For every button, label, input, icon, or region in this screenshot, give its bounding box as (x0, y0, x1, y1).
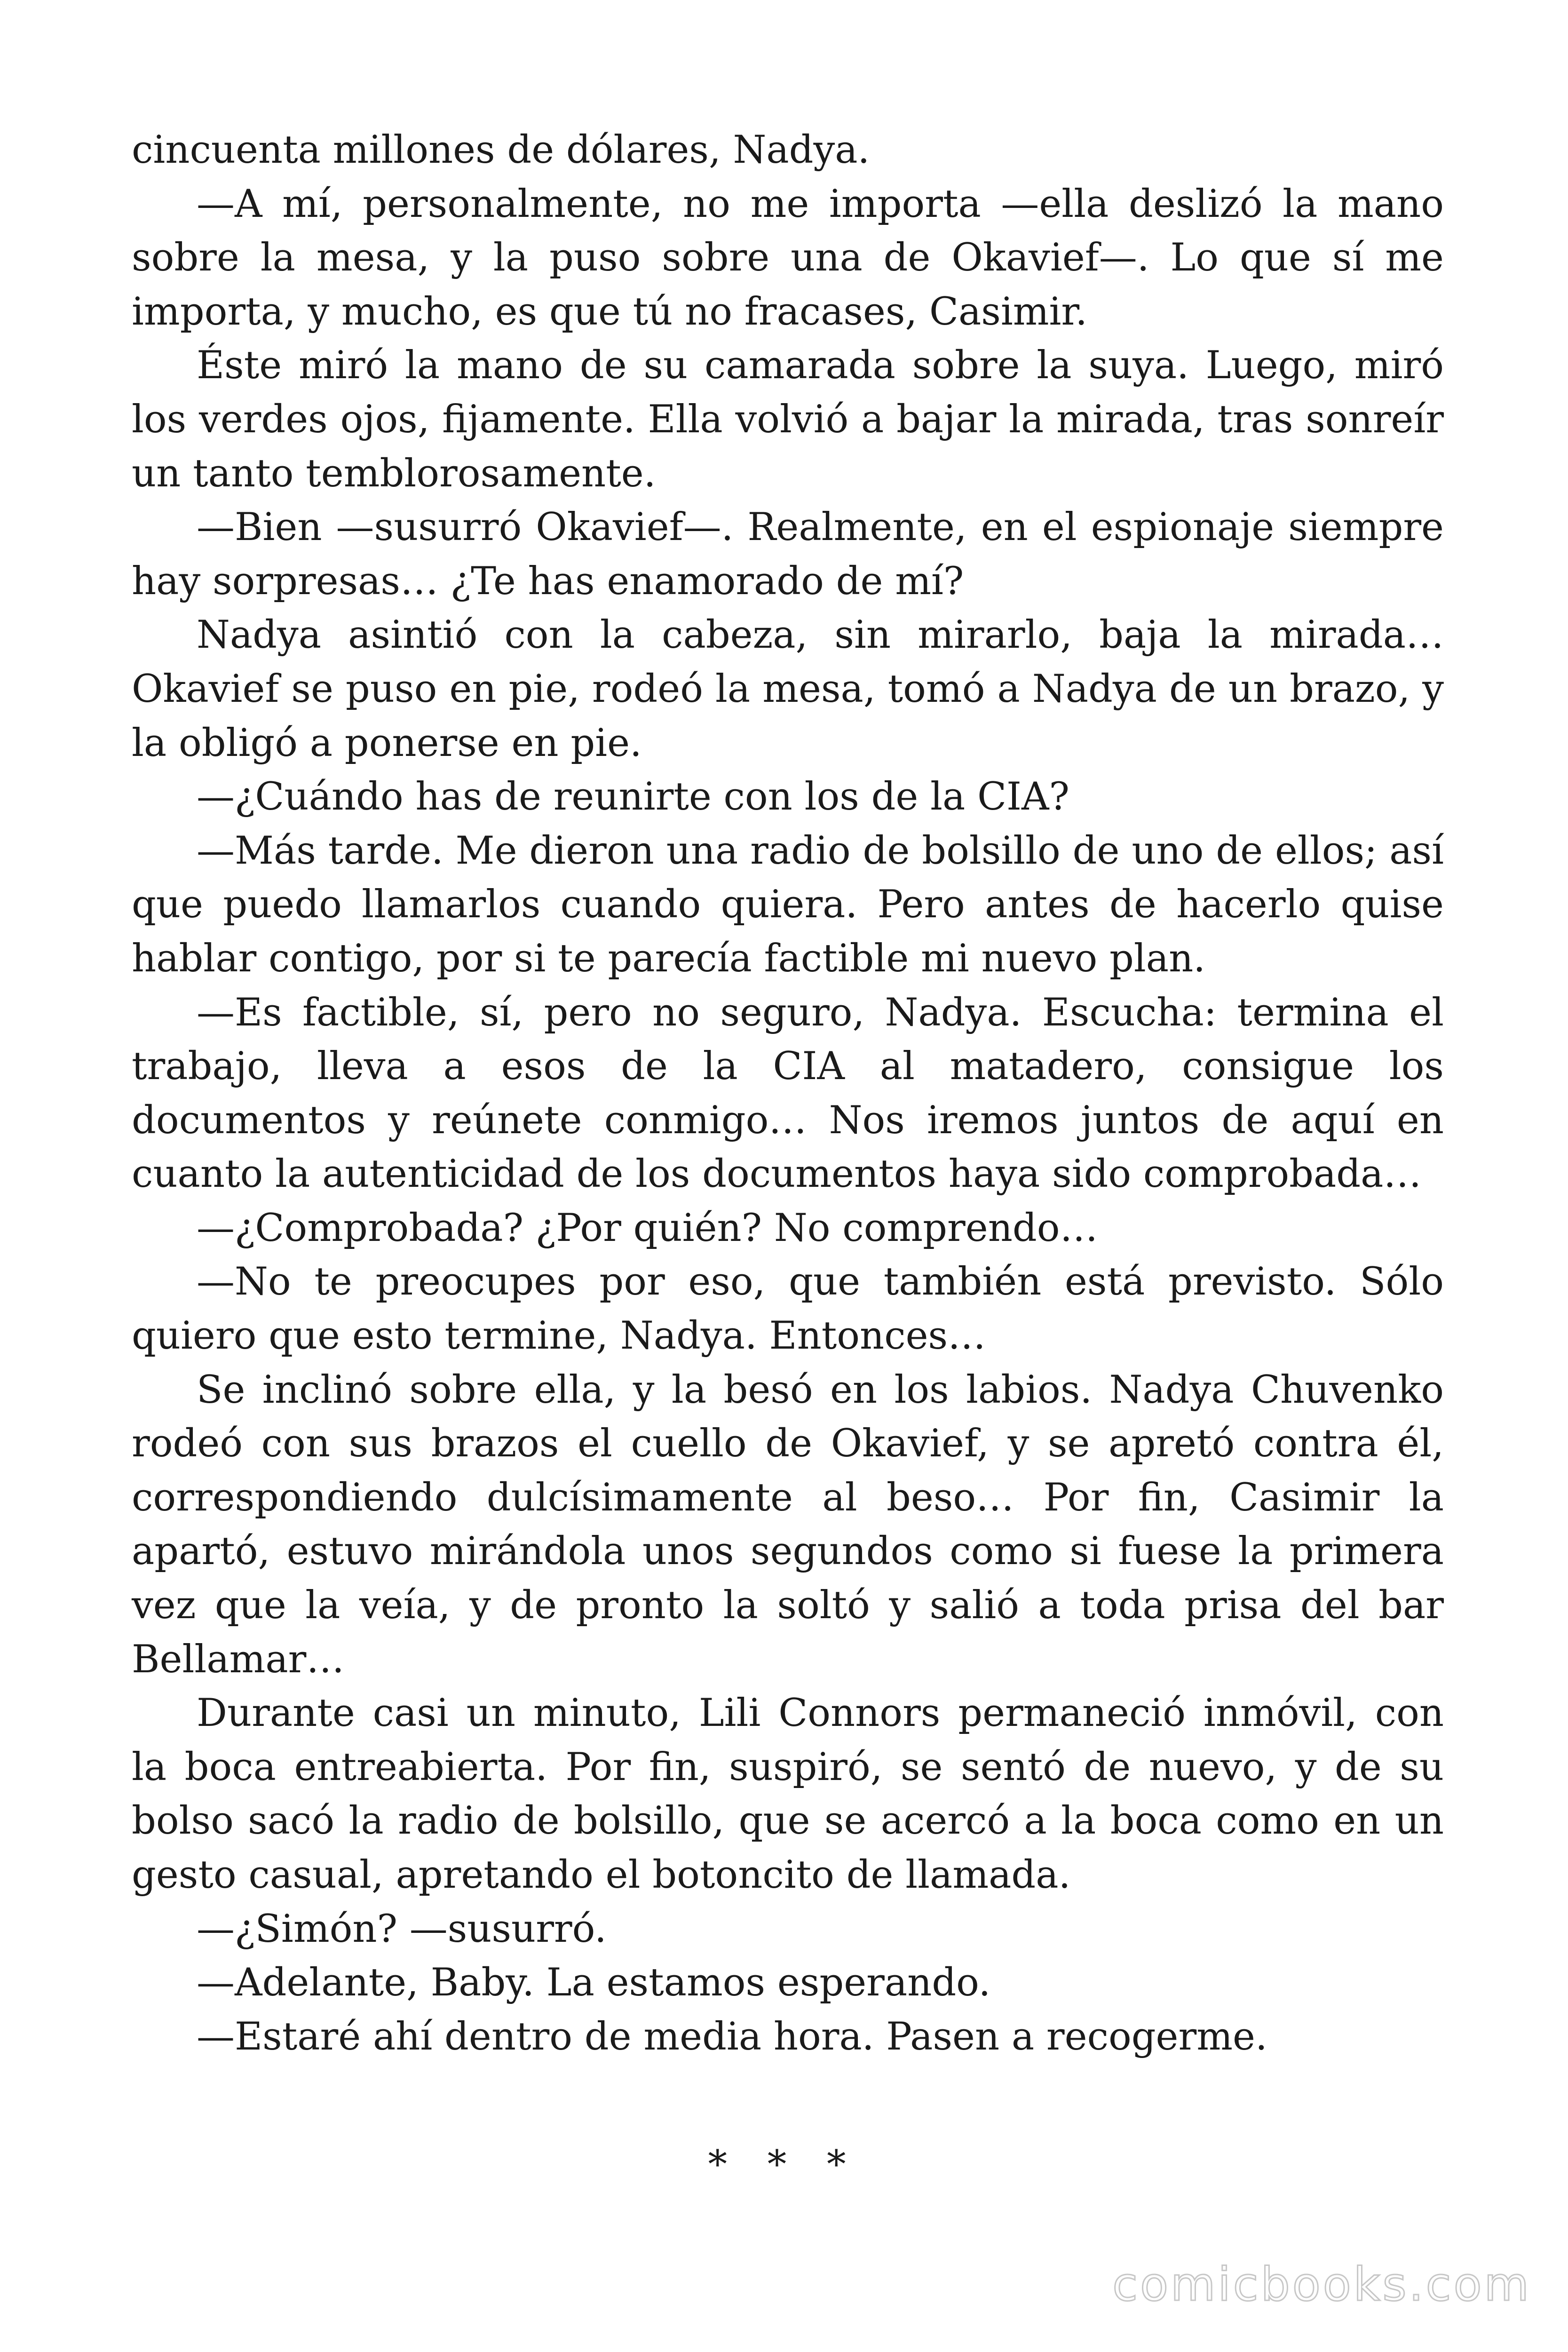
paragraph: —Estaré ahí dentro de media hora. Pasen a recogerme. (197, 2014, 1267, 2059)
page-body (132, 123, 1444, 2064)
paragraph: Éste miró la mano de su camarada sobre la suya. Luego, miró los verdes ojos, fijamente. Ella volvió a bajar la mirada, tras sonreír un tanto temblorosamente. (132, 343, 1444, 496)
paragraph: Se inclinó sobre ella, y la besó en los labios. Nadya Chuvenko rodeó con sus brazos el cuello de Okavief, y se apretó contra él, correspondiendo dulcísimamente al beso… Por fin, Casimir la apartó, estuvo mirándola unos segundos como si fuese la primera vez que la veía, y de pronto la soltó y salió a toda prisa del bar Bellamar… (132, 1367, 1444, 1682)
paragraph: cincuenta millones de dólares, Nadya. (132, 128, 870, 172)
paragraph: —Es factible, sí, pero no seguro, Nadya. Escucha: termina el trabajo, lleva a esos de la CIA al matadero, consigue los documentos y reúnete conmigo… Nos iremos juntos de aquí en cuanto la autenticidad de los documentos haya sido comprobada… (132, 990, 1444, 1197)
paragraph: —Más tarde. Me dieron una radio de bolsillo de uno de ellos; así que puedo llamarlos cuando quiera. Pero antes de hacerlo quise hablar contigo, por si te parecía factible mi nuevo plan. (132, 828, 1444, 981)
paragraph: Nadya asintió con la cabeza, sin mirarlo, baja la mirada… Okavief se puso en pie, rodeó la mesa, tomó a Nadya de un brazo, y la obligó a ponerse en pie. (132, 613, 1444, 765)
paragraph: Durante casi un minuto, Lili Connors permaneció inmóvil, con la boca entreabierta. Por fin, suspiró, se sentó de nuevo, y de su bolso sacó la radio de bolsillo, que se acercó a la boca como en un gesto casual, apretando el botoncito de llamada. (132, 1691, 1444, 1897)
paragraph: —No te preocupes por eso, que también está previsto. Sólo quiero que esto termine, Nadya. Entonces… (132, 1260, 1444, 1359)
paragraph: —¿Simón? —susurró. (197, 1907, 607, 1951)
paragraph: —A mí, personalmente, no me importa —ella deslizó la mano sobre la mesa, y la puso sobre una de Okavief—. Lo que sí me importa, y mucho, es que tú no fracases, Casimir. (132, 182, 1444, 334)
paragraph: —¿Comprobada? ¿Por quién? No comprendo… (197, 1206, 1098, 1250)
paragraph: —Adelante, Baby. La estamos esperando. (197, 1961, 991, 2005)
section-separator: * * * (708, 2143, 860, 2187)
paragraph: —¿Cuándo has de reunirte con los de la CIA? (197, 775, 1069, 819)
watermark: comicbooks.com (1112, 2258, 1531, 2312)
paragraph: —Bien —susurró Okavief—. Realmente, en el espionaje siempre hay sorpresas… ¿Te has enamorado de mí? (132, 505, 1444, 604)
